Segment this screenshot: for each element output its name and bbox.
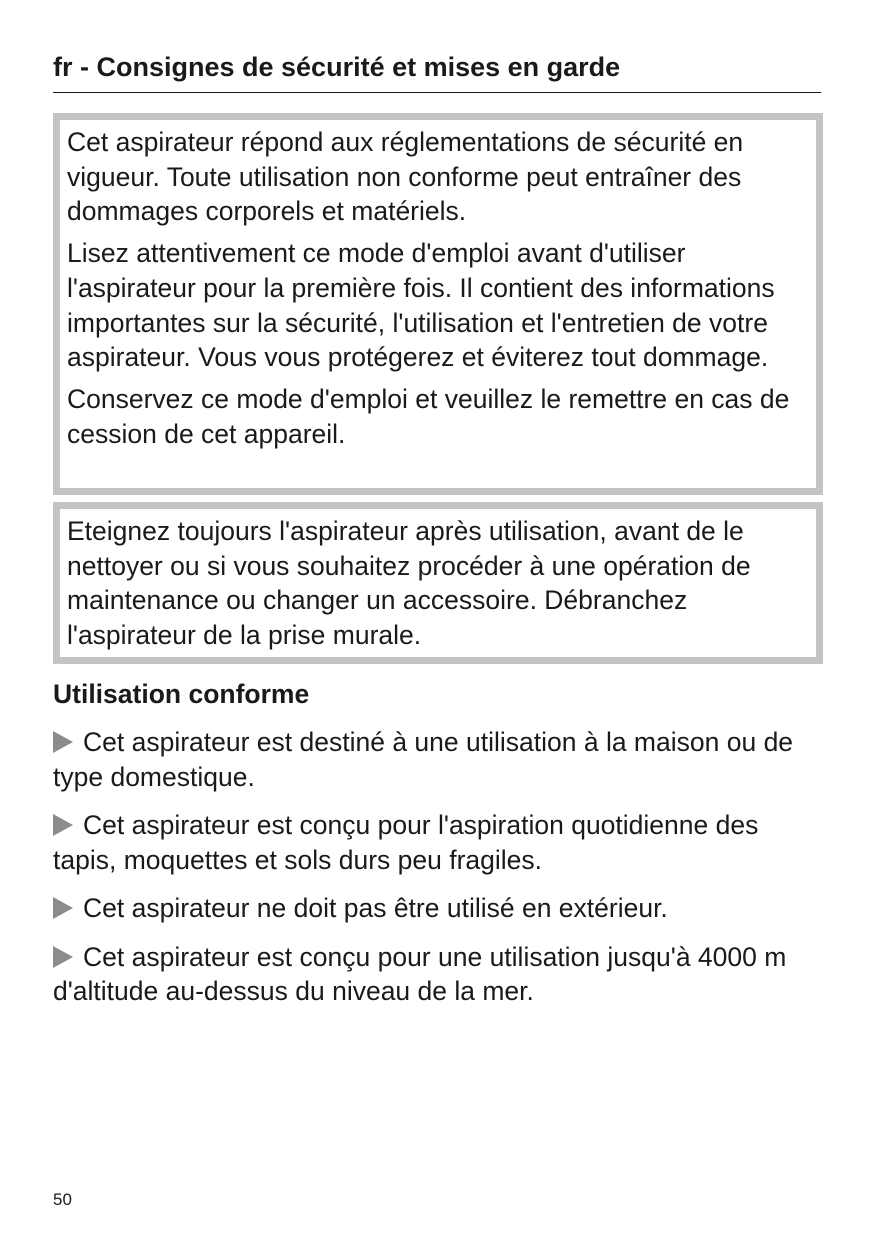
notice-paragraph: Eteignez toujours l'aspirateur après utilisation, avant de le nettoyer ou si vous souhaitez procéder à une opération de maintenance ou changer un accessoire. Débranchez l'aspirateur de la prise murale. — [67, 516, 751, 651]
right-triangle-icon — [53, 814, 73, 836]
section-heading: Utilisation conforme — [53, 679, 310, 709]
list-item-text: Cet aspirateur ne doit pas être utilisé en extérieur. — [83, 893, 668, 923]
list-item-text: Cet aspirateur est destiné à une utilisation à la maison ou de type domestique. — [53, 727, 794, 792]
right-triangle-icon — [53, 897, 73, 919]
intended-use-list — [53, 725, 823, 1023]
power-off-notice-box — [53, 502, 823, 664]
list-item — [53, 940, 823, 1009]
page-header — [53, 50, 821, 93]
right-triangle-icon — [53, 731, 73, 753]
notice-paragraph: Conservez ce mode d'emploi et veuillez le remettre en cas de cession de cet appareil. — [67, 383, 790, 449]
list-item — [53, 808, 823, 877]
notice-paragraph: Lisez attentivement ce mode d'emploi avant d'utiliser l'aspirateur pour la première fois. Il contient des informations importantes sur la sécurité, l'utilisation et l'entretien de votre aspirateur. Vous vous protégerez et éviterez tout dommage. — [67, 238, 775, 373]
list-item-text: Cet aspirateur est conçu pour l'aspiration quotidienne des tapis, moquettes et sols durs peu fragiles. — [53, 810, 759, 875]
page-title: fr - Consignes de sécurité et mises en garde — [53, 52, 621, 82]
page-number: 50 — [53, 1190, 72, 1209]
list-item — [53, 725, 823, 794]
safety-notice-box — [53, 113, 823, 495]
list-item — [53, 891, 823, 926]
notice-paragraph: Cet aspirateur répond aux réglementations de sécurité en vigueur. Toute utilisation non conforme peut entraîner des dommages corporels et matériels. — [67, 127, 744, 227]
list-item-text: Cet aspirateur est conçu pour une utilisation jusqu'à 4000 m d'altitude au-dessus du niveau de la mer. — [53, 941, 787, 1006]
right-triangle-icon — [53, 946, 73, 968]
